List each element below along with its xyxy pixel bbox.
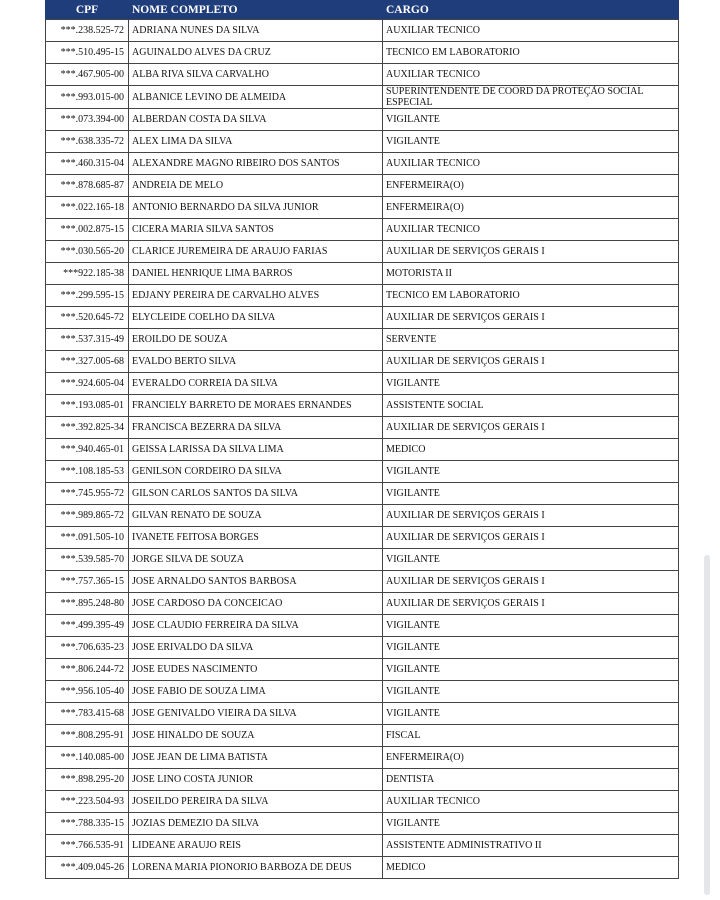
name-cell: ALEX LIMA DA SILVA <box>129 131 383 153</box>
header-role: CARGO <box>383 0 679 20</box>
name-cell: JOSEILDO PEREIRA DA SILVA <box>129 791 383 813</box>
role-cell: AUXILIAR TECNICO <box>383 20 679 42</box>
name-cell: ANDREIA DE MELO <box>129 175 383 197</box>
cpf-cell: ***.878.685-87 <box>46 175 129 197</box>
table-row <box>46 615 679 637</box>
cpf-cell: ***.327.005-68 <box>46 351 129 373</box>
cpf-cell: ***.539.585-70 <box>46 549 129 571</box>
cpf-cell: ***.956.105-40 <box>46 681 129 703</box>
cpf-cell: ***.940.465-01 <box>46 439 129 461</box>
table-row <box>46 175 679 197</box>
table-row <box>46 263 679 285</box>
table-row <box>46 681 679 703</box>
role-cell: VIGILANTE <box>383 549 679 571</box>
table-row <box>46 131 679 153</box>
cpf-cell: ***.460.315-04 <box>46 153 129 175</box>
name-cell: AGUINALDO ALVES DA CRUZ <box>129 42 383 64</box>
cpf-cell: ***.002.875-15 <box>46 219 129 241</box>
name-cell: ALBERDAN COSTA DA SILVA <box>129 109 383 131</box>
table-row <box>46 725 679 747</box>
table-row <box>46 197 679 219</box>
role-cell: MEDICO <box>383 857 679 879</box>
table-row <box>46 64 679 86</box>
role-cell: AUXILIAR DE SERVIÇOS GERAIS I <box>383 417 679 439</box>
role-cell: VIGILANTE <box>383 109 679 131</box>
name-cell: GENILSON CORDEIRO DA SILVA <box>129 461 383 483</box>
cpf-cell: ***.993.015-00 <box>46 86 129 109</box>
table-row <box>46 527 679 549</box>
cpf-cell: ***.299.595-15 <box>46 285 129 307</box>
name-cell: JOSE ARNALDO SANTOS BARBOSA <box>129 571 383 593</box>
role-cell: SERVENTE <box>383 329 679 351</box>
role-cell: ENFERMEIRA(O) <box>383 197 679 219</box>
role-cell: AUXILIAR TECNICO <box>383 219 679 241</box>
table-row <box>46 483 679 505</box>
cpf-cell: ***.520.645-72 <box>46 307 129 329</box>
table-row <box>46 285 679 307</box>
name-cell: JOSE HINALDO DE SOUZA <box>129 725 383 747</box>
cpf-cell: ***.392.825-34 <box>46 417 129 439</box>
role-cell: AUXILIAR DE SERVIÇOS GERAIS I <box>383 241 679 263</box>
name-cell: GILVAN RENATO DE SOUZA <box>129 505 383 527</box>
cpf-cell: ***.238.525-72 <box>46 20 129 42</box>
name-cell: FRANCISCA BEZERRA DA SILVA <box>129 417 383 439</box>
cpf-cell: ***.808.295-91 <box>46 725 129 747</box>
name-cell: ELYCLEIDE COELHO DA SILVA <box>129 307 383 329</box>
cpf-cell: ***.924.605-04 <box>46 373 129 395</box>
name-cell: LIDEANE ARAUJO REIS <box>129 835 383 857</box>
table-row <box>46 329 679 351</box>
role-cell: ENFERMEIRA(O) <box>383 175 679 197</box>
table-row <box>46 373 679 395</box>
cpf-cell: ***.898.295-20 <box>46 769 129 791</box>
table-row <box>46 461 679 483</box>
name-cell: ALBANICE LEVINO DE ALMEIDA <box>129 86 383 109</box>
name-cell: JORGE SILVA DE SOUZA <box>129 549 383 571</box>
table-row <box>46 505 679 527</box>
table-body <box>46 20 679 879</box>
table-row <box>46 241 679 263</box>
role-cell: VIGILANTE <box>383 131 679 153</box>
cpf-cell: ***.467.905-00 <box>46 64 129 86</box>
role-cell: TECNICO EM LABORATORIO <box>383 42 679 64</box>
table-row <box>46 747 679 769</box>
role-cell: VIGILANTE <box>383 813 679 835</box>
table-row <box>46 659 679 681</box>
role-cell: VIGILANTE <box>383 373 679 395</box>
role-cell: AUXILIAR DE SERVIÇOS GERAIS I <box>383 505 679 527</box>
cpf-cell: ***.073.394-00 <box>46 109 129 131</box>
role-cell: SUPERINTENDENTE DE COORD DA PROTEÇÃO SOCIAL ESPECIAL <box>383 86 679 109</box>
role-cell: VIGILANTE <box>383 483 679 505</box>
table-row <box>46 857 679 879</box>
header-cpf: CPF <box>46 0 129 20</box>
name-cell: CICERA MARIA SILVA SANTOS <box>129 219 383 241</box>
table-row <box>46 307 679 329</box>
table-row <box>46 109 679 131</box>
name-cell: CLARICE JUREMEIRA DE ARAUJO FARIAS <box>129 241 383 263</box>
role-cell: ASSISTENTE SOCIAL <box>383 395 679 417</box>
name-cell: JOSE FABIO DE SOUZA LIMA <box>129 681 383 703</box>
role-cell: ASSISTENTE ADMINISTRATIVO II <box>383 835 679 857</box>
name-cell: IVANETE FEITOSA BORGES <box>129 527 383 549</box>
name-cell: JOSE CARDOSO DA CONCEICAO <box>129 593 383 615</box>
table-row <box>46 153 679 175</box>
table-row <box>46 351 679 373</box>
cpf-cell: ***.745.955-72 <box>46 483 129 505</box>
header-name: NOME COMPLETO <box>129 0 383 20</box>
table-row <box>46 549 679 571</box>
name-cell: JOSE JEAN DE LIMA BATISTA <box>129 747 383 769</box>
name-cell: EROILDO DE SOUZA <box>129 329 383 351</box>
cpf-cell: ***922.185-38 <box>46 263 129 285</box>
table-row <box>46 86 679 109</box>
name-cell: EVERALDO CORREIA DA SILVA <box>129 373 383 395</box>
name-cell: DANIEL HENRIQUE LIMA BARROS <box>129 263 383 285</box>
cpf-cell: ***.766.535-91 <box>46 835 129 857</box>
name-cell: EDJANY PEREIRA DE CARVALHO ALVES <box>129 285 383 307</box>
cpf-cell: ***.030.565-20 <box>46 241 129 263</box>
name-cell: JOSE LINO COSTA JUNIOR <box>129 769 383 791</box>
role-cell: AUXILIAR DE SERVIÇOS GERAIS I <box>383 571 679 593</box>
cpf-cell: ***.510.495-15 <box>46 42 129 64</box>
cpf-cell: ***.537.315-49 <box>46 329 129 351</box>
name-cell: ANTONIO BERNARDO DA SILVA JUNIOR <box>129 197 383 219</box>
table-row <box>46 703 679 725</box>
cpf-cell: ***.108.185-53 <box>46 461 129 483</box>
name-cell: JOZIAS DEMEZIO DA SILVA <box>129 813 383 835</box>
employee-table <box>45 0 679 879</box>
cpf-cell: ***.022.165-18 <box>46 197 129 219</box>
role-cell: AUXILIAR DE SERVIÇOS GERAIS I <box>383 351 679 373</box>
table-row <box>46 42 679 64</box>
role-cell: VIGILANTE <box>383 703 679 725</box>
table-row <box>46 571 679 593</box>
role-cell: AUXILIAR TECNICO <box>383 64 679 86</box>
cpf-cell: ***.989.865-72 <box>46 505 129 527</box>
role-cell: VIGILANTE <box>383 681 679 703</box>
cpf-cell: ***.706.635-23 <box>46 637 129 659</box>
role-cell: VIGILANTE <box>383 461 679 483</box>
role-cell: TECNICO EM LABORATORIO <box>383 285 679 307</box>
table-row <box>46 439 679 461</box>
name-cell: ADRIANA NUNES DA SILVA <box>129 20 383 42</box>
cpf-cell: ***.193.085-01 <box>46 395 129 417</box>
name-cell: GEISSA LARISSA DA SILVA LIMA <box>129 439 383 461</box>
role-cell: VIGILANTE <box>383 615 679 637</box>
cpf-cell: ***.783.415-68 <box>46 703 129 725</box>
name-cell: ALBA RIVA SILVA CARVALHO <box>129 64 383 86</box>
table-row <box>46 637 679 659</box>
role-cell: MEDICO <box>383 439 679 461</box>
name-cell: ALEXANDRE MAGNO RIBEIRO DOS SANTOS <box>129 153 383 175</box>
table-row <box>46 593 679 615</box>
cpf-cell: ***.140.085-00 <box>46 747 129 769</box>
table-row <box>46 769 679 791</box>
cpf-cell: ***.806.244-72 <box>46 659 129 681</box>
role-cell: AUXILIAR TECNICO <box>383 791 679 813</box>
table-row <box>46 417 679 439</box>
cpf-cell: ***.499.395-49 <box>46 615 129 637</box>
role-cell: MOTORISTA II <box>383 263 679 285</box>
cpf-cell: ***.788.335-15 <box>46 813 129 835</box>
role-cell: DENTISTA <box>383 769 679 791</box>
cpf-cell: ***.757.365-15 <box>46 571 129 593</box>
role-cell: AUXILIAR TECNICO <box>383 153 679 175</box>
role-cell: AUXILIAR DE SERVIÇOS GERAIS I <box>383 527 679 549</box>
role-cell: AUXILIAR DE SERVIÇOS GERAIS I <box>383 593 679 615</box>
name-cell: LORENA MARIA PIONORIO BARBOZA DE DEUS <box>129 857 383 879</box>
role-cell: AUXILIAR DE SERVIÇOS GERAIS I <box>383 307 679 329</box>
cpf-cell: ***.223.504-93 <box>46 791 129 813</box>
table-row <box>46 835 679 857</box>
name-cell: EVALDO BERTO SILVA <box>129 351 383 373</box>
cpf-cell: ***.638.335-72 <box>46 131 129 153</box>
name-cell: GILSON CARLOS SANTOS DA SILVA <box>129 483 383 505</box>
name-cell: JOSE GENIVALDO VIEIRA DA SILVA <box>129 703 383 725</box>
scrollbar[interactable] <box>704 555 710 895</box>
name-cell: JOSE ERIVALDO DA SILVA <box>129 637 383 659</box>
role-cell: ENFERMEIRA(O) <box>383 747 679 769</box>
name-cell: JOSE EUDES NASCIMENTO <box>129 659 383 681</box>
name-cell: JOSE CLAUDIO FERREIRA DA SILVA <box>129 615 383 637</box>
role-cell: VIGILANTE <box>383 659 679 681</box>
table-row <box>46 395 679 417</box>
name-cell: FRANCIELY BARRETO DE MORAES ERNANDES <box>129 395 383 417</box>
cpf-cell: ***.409.045-26 <box>46 857 129 879</box>
table-row <box>46 20 679 42</box>
cpf-cell: ***.895.248-80 <box>46 593 129 615</box>
cpf-cell: ***.091.505-10 <box>46 527 129 549</box>
table-header <box>46 0 679 20</box>
header-row <box>46 0 679 20</box>
role-cell: FISCAL <box>383 725 679 747</box>
table-row <box>46 813 679 835</box>
table-row <box>46 791 679 813</box>
role-cell: VIGILANTE <box>383 637 679 659</box>
table-row <box>46 219 679 241</box>
